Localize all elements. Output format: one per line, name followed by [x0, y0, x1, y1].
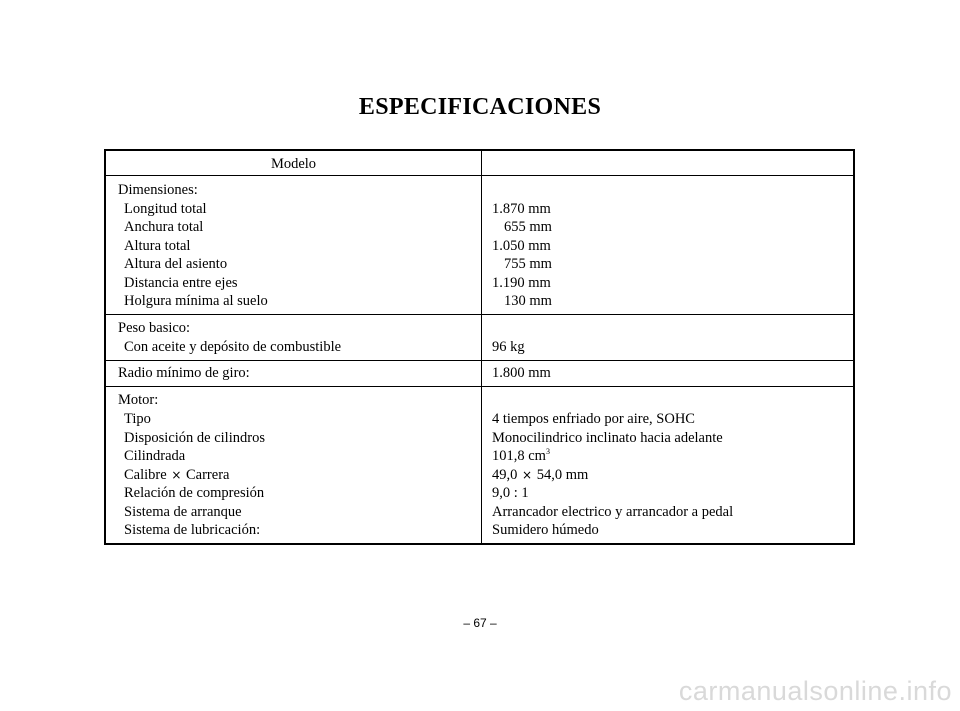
spec-label: Anchura total	[124, 219, 204, 235]
spec-value: Sumidero húmedo	[492, 522, 599, 538]
spec-value: 1.050 mm	[492, 238, 551, 254]
spec-value: 96 kg	[492, 339, 525, 355]
section-heading-weight: Peso basico:	[118, 320, 191, 336]
spec-label-turning-radius: Radio mínimo de giro:	[118, 365, 250, 381]
displacement-value: 101,8 cm	[492, 448, 546, 464]
page-number: – 67 –	[463, 616, 497, 630]
spec-value: Arrancador electrico y arrancador a pedal	[492, 504, 734, 520]
spec-value: 130 mm	[504, 293, 552, 309]
bore-label: Calibre	[124, 467, 167, 483]
column-divider	[481, 151, 482, 543]
spec-value: 1.190 mm	[492, 275, 551, 291]
spec-value	[492, 447, 550, 466]
spec-label: Holgura mínima al suelo	[124, 293, 268, 309]
model-label: Modelo	[270, 156, 317, 172]
spec-label: Altura del asiento	[124, 256, 228, 272]
spec-label: Altura total	[124, 238, 191, 254]
section-heading-engine: Motor:	[118, 392, 159, 408]
row-divider	[106, 386, 853, 387]
row-divider	[106, 314, 853, 315]
spec-label: Relación de compresión	[124, 485, 265, 501]
stroke-value: 54,0 mm	[536, 467, 589, 483]
spec-label: Sistema de lubricación:	[124, 522, 261, 538]
spec-label: Disposición de cilindros	[124, 430, 265, 446]
spec-value: 9,0 : 1	[492, 485, 529, 501]
watermark: carmanualsonline.info	[678, 676, 952, 706]
spec-label: Distancia entre ejes	[124, 275, 238, 291]
spec-value: 1.870 mm	[492, 201, 551, 217]
spec-label: Tipo	[124, 411, 151, 427]
multiply-symbol: ×	[171, 468, 182, 482]
superscript-exponent: 3	[545, 447, 550, 456]
page-title: ESPECIFICACIONES	[358, 94, 602, 120]
spec-value: 755 mm	[504, 256, 552, 272]
spec-value-turning-radius: 1.800 mm	[492, 365, 551, 381]
spec-value	[492, 466, 588, 485]
multiply-symbol: ×	[522, 468, 533, 482]
bore-value: 49,0	[492, 467, 518, 483]
row-divider	[106, 360, 853, 361]
spec-value: Monocilindrico inclinato hacia adelante	[492, 430, 723, 446]
row-divider	[106, 175, 853, 176]
stroke-label: Carrera	[186, 467, 230, 483]
spec-label: Cilindrada	[124, 448, 186, 464]
spec-value: 655 mm	[504, 219, 552, 235]
spec-table	[104, 149, 855, 545]
section-heading-dimensions: Dimensiones:	[118, 182, 198, 198]
spec-label	[124, 466, 229, 485]
spec-value: 4 tiempos enfriado por aire, SOHC	[492, 411, 695, 427]
spec-label: Con aceite y depósito de combustible	[124, 339, 342, 355]
spec-label: Longitud total	[124, 201, 207, 217]
spec-label: Sistema de arranque	[124, 504, 242, 520]
